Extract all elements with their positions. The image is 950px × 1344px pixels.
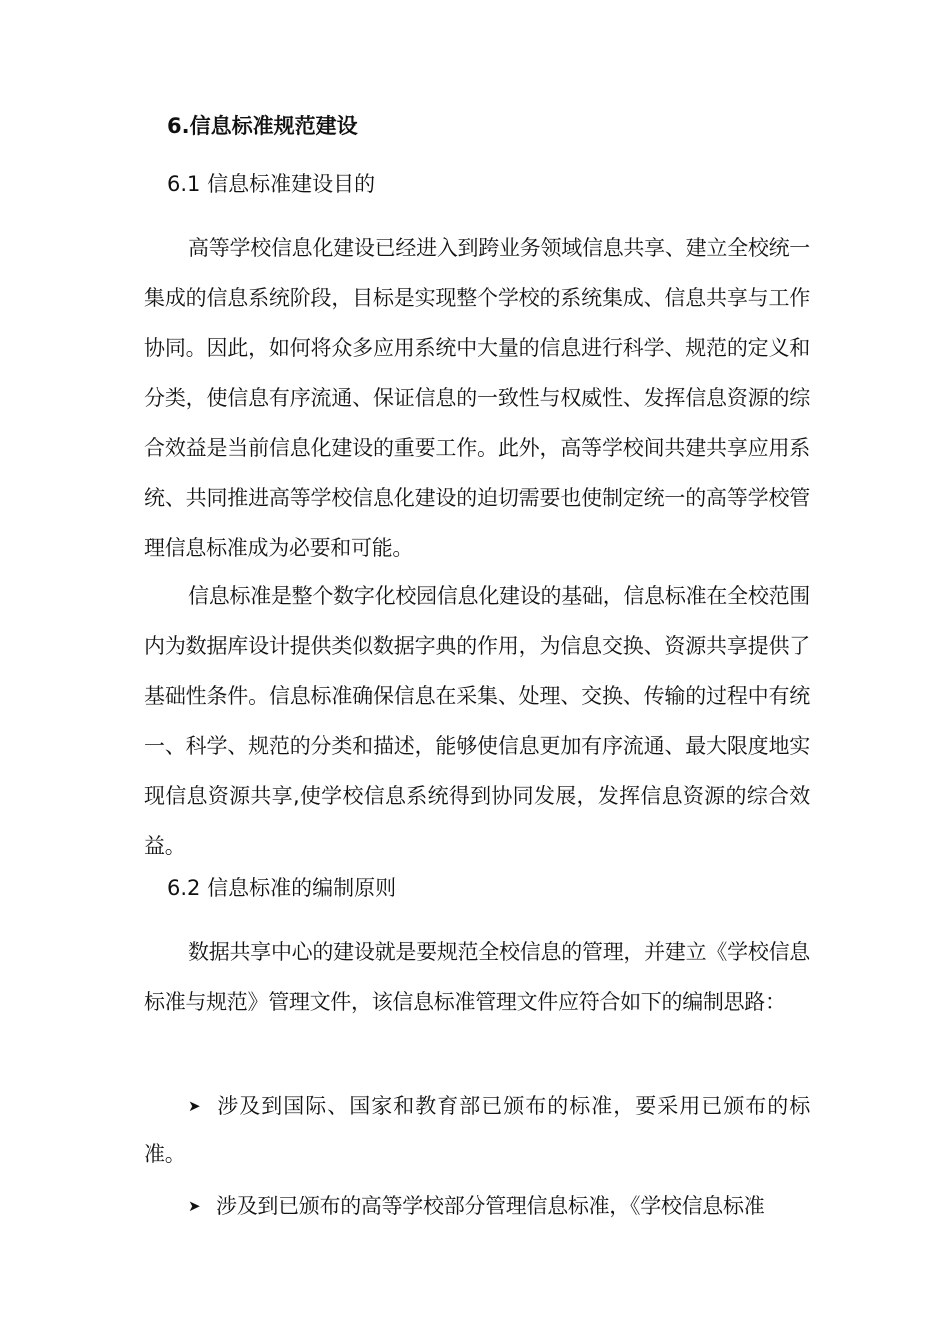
paragraph-purpose-2: 信息标准是整个数字化校园信息化建设的基础，信息标准在全校范围内为数据库设计提供类似数据字典的作用，为信息交换、资源共享提供了基础性条件。信息标准确保信息在采集、处理、交换、传输的过程中有统一、科学、规范的分类和描述，能够使信息更加有序流通、最大限度地实现信息资源共享,使学校信息系统得到协同发展，发挥信息资源的综合效益。: [144, 584, 810, 858]
subsection-heading-purpose: 6.1 信息标准建设目的: [167, 172, 376, 196]
arrowhead-right-icon: ➤: [188, 1097, 201, 1115]
list-item: [144, 1182, 810, 1230]
paragraph-principles: 数据共享中心的建设就是要规范全校信息的管理，并建立《学校信息标准与规范》管理文件，该信息标准管理文件应符合如下的编制思路：: [144, 940, 810, 1014]
list-item-text: 涉及到已颁布的高等学校部分管理信息标准，《学校信息标准: [216, 1194, 765, 1218]
list-item: [144, 1082, 810, 1178]
section-heading: 6.信息标准规范建设: [167, 114, 358, 138]
subsection-heading-principles: 6.2 信息标准的编制原则: [167, 876, 397, 900]
list-item-text: 涉及到国际、国家和教育部已颁布的标准，要采用已颁布的标准。: [144, 1094, 810, 1166]
arrowhead-right-icon: ➤: [188, 1197, 201, 1215]
paragraph-purpose-1: 高等学校信息化建设已经进入到跨业务领域信息共享、建立全校统一集成的信息系统阶段，目标是实现整个学校的系统集成、信息共享与工作协同。因此，如何将众多应用系统中大量的信息进行科学、规范的定义和分类，使信息有序流通、保证信息的一致性与权威性、发挥信息资源的综合效益是当前信息化建设的重要工作。此外，高等学校间共建共享应用系统、共同推进高等学校信息化建设的迫切需要也使制定统一的高等学校管理信息标准成为必要和可能。: [144, 236, 810, 560]
